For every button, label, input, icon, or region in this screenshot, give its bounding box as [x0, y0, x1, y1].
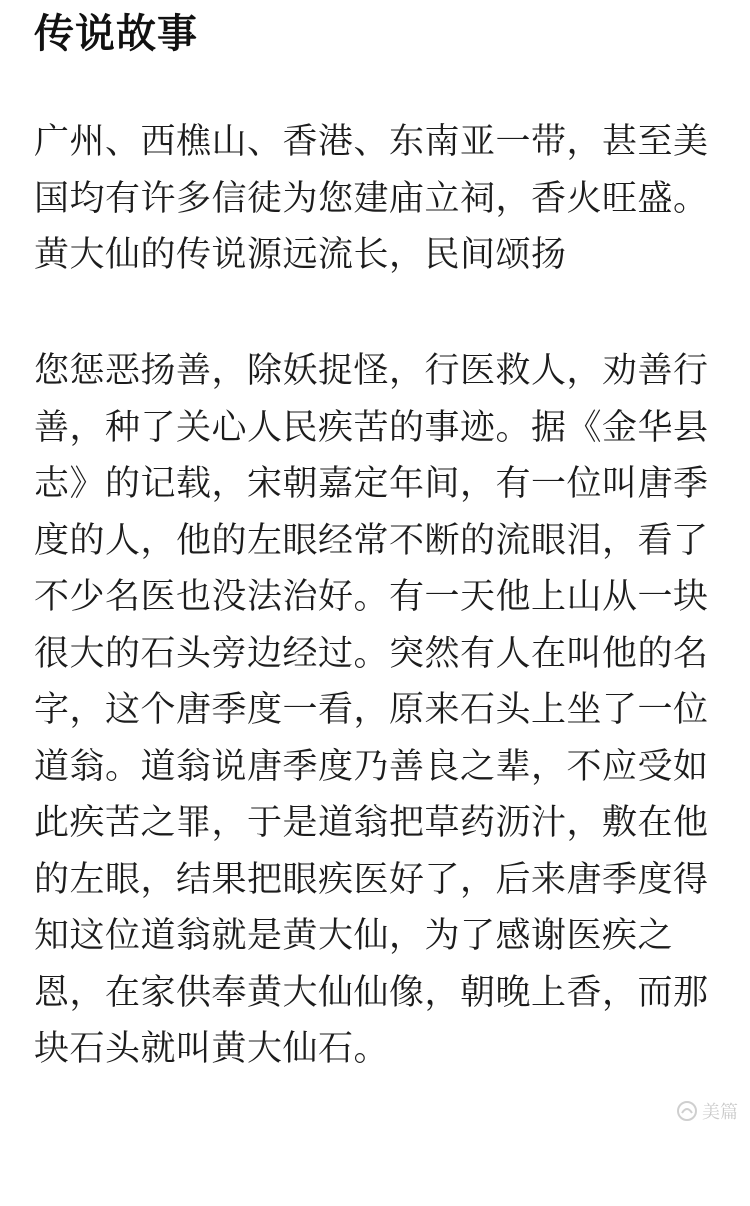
article-paragraph-1: 广州、西樵山、香港、东南亚一带，甚至美国均有许多信徒为您建庙立祠，香火旺盛。黄大仙的传说源远流长，民间颂扬: [34, 122, 709, 275]
article-title: 传说故事: [34, 10, 198, 57]
watermark: [676, 1098, 738, 1124]
meipian-logo-icon: [676, 1100, 698, 1122]
watermark-text: 美篇: [702, 1102, 738, 1123]
article-paragraph-2: 您惩恶扬善，除妖捉怪，行医救人，劝善行善，种了关心人民疾苦的事迹。据《金华县志》的记载，宋朝嘉定年间，有一位叫唐季度的人，他的左眼经常不断的流眼泪，看了不少名医也没法治好。有一天他上山从一块很大的石头旁边经过。突然有人在叫他的名字，这个唐季度一看，原来石头上坐了一位道翁。道翁说唐季度乃善良之辈，不应受如此疾苦之罪，于是道翁把草药沥汁，敷在他的左眼，结果把眼疾医好了，后来唐季度得知这位道翁就是黄大仙，为了感谢医疾之恩，在家供奉黄大仙仙像，朝晚上香，而那块石头就叫黄大仙石。: [34, 351, 709, 1069]
